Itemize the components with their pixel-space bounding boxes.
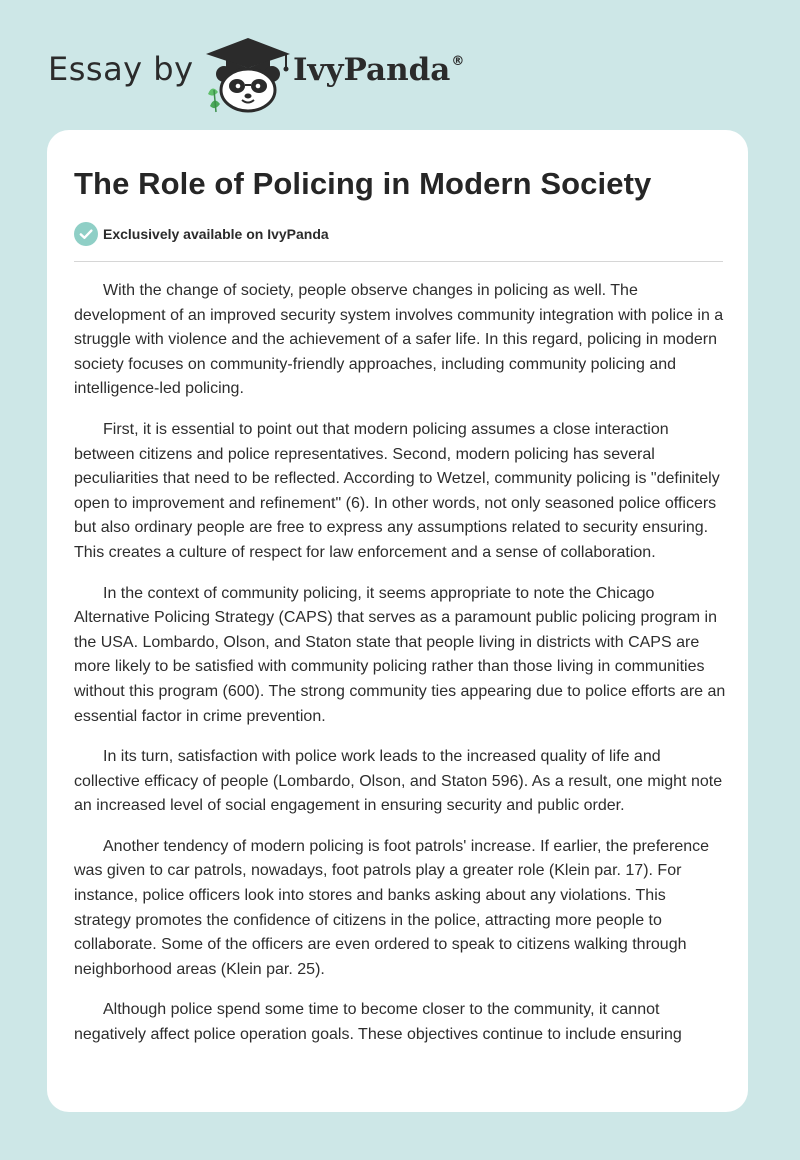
registered-mark: ®: [451, 54, 465, 69]
check-circle-icon: [74, 222, 98, 246]
essay-card: [47, 130, 748, 1112]
brand-name[interactable]: [293, 52, 464, 88]
paragraph: Another tendency of modern policing is foot patrols' increase. If earlier, the preference was given to car patrols, nowadays, foot patrols play a greater role (Klein par. 17). For instance, police officers look into stores and banks asking about any violations. This strategy promotes the confidence of citizens in the police, attracting more people to collaborate. Some of the officers are even ordered to speak to citizens walking through neighborhood areas (Klein par. 25).: [74, 837, 710, 978]
paragraph: First, it is essential to point out that modern policing assumes a close interaction between citizens and police representatives. Second, modern policing has several peculiarities that need to be reflected. According to Wetzel, community policing is "definitely open to improvement and refinement" (6). In other words, not only seasoned police officers but also ordinary people are free to express any assumptions related to security ensuring. This creates a culture of respect for law enforcement and a sense of collaboration.: [74, 420, 720, 561]
badge-label: Exclusively available on IvyPanda: [103, 226, 329, 242]
exclusive-badge: [74, 222, 329, 246]
essay-by-label: Essay by: [48, 50, 194, 88]
paragraph: In the context of community policing, it seems appropriate to note the Chicago Alternative Policing Strategy (CAPS) that serves as a paramount public policing program in the USA. Lombardo, Olson, and Staton state that people living in districts with CAPS are more likely to be satisfied with community policing rather than those living in communities without this program (600). The strong community ties appearing due to police efforts are an essential factor in crime prevention.: [74, 584, 726, 725]
ivypanda-logo-icon[interactable]: [202, 34, 292, 114]
essay-body: [74, 279, 726, 1064]
divider: [74, 261, 723, 262]
paragraph: With the change of society, people observe changes in policing as well. The development of an improved security system involves community integration with police in a struggle with violence and the achievement of a safer life. In this regard, policing in modern society focuses on community-friendly approaches, including community policing and intelligence-led policing.: [74, 282, 724, 398]
paragraph: In its turn, satisfaction with police work leads to the increased quality of life and collective efficacy of people (Lombardo, Olson, and Staton 596). As a result, one might note an increased level of social engagement in ensuring security and public order.: [74, 748, 723, 815]
page-title: The Role of Policing in Modern Society: [74, 166, 652, 201]
brand-label: IvyPanda: [293, 52, 451, 88]
site-header: [0, 0, 800, 130]
paragraph: Although police spend some time to become closer to the community, it cannot negatively affect police operation goals. These objectives continue to include ensuring: [74, 1001, 682, 1044]
